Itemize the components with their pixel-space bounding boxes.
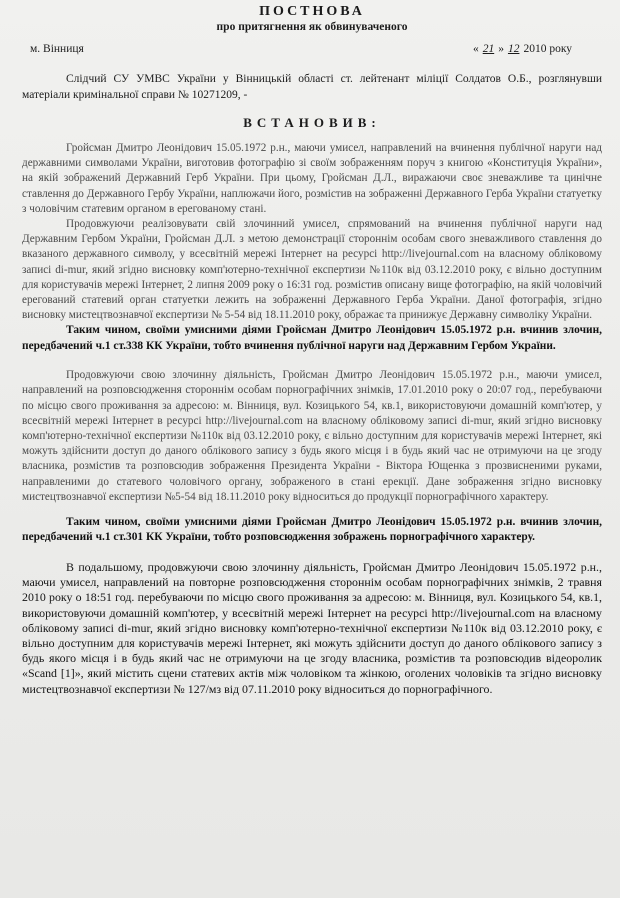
conclusion-1: Таким чином, своїми умисними діями Гройсман Дмитро Леонідович 15.05.1972 р.н. вчинив злочин, передбачений ч.1 ст.338 КК України, тобто вчинення публічної наруги над Державним Гербом України. (22, 324, 602, 352)
intro-paragraph: Слідчий СУ УМВС України у Вінницькій області ст. лейтенант міліції Солдатов О.Б., розглянувши матеріали кримінальної справи № 10271209, - (22, 73, 602, 101)
date-close-quote: » (498, 43, 504, 55)
document-subtitle: про притягнення як обвинуваченого (216, 21, 408, 33)
date-open-quote: « (472, 43, 479, 55)
date-year: 2010 року (523, 43, 572, 55)
date (473, 43, 572, 55)
date-day: 21 (482, 43, 495, 55)
section-heading: ВСТАНОВИВ: (243, 115, 381, 130)
paragraph-4: В подальшому, продовжуючи свою злочинну діяльність, Гройсман Дмитро Леонідович 15.05.1972 р.н., маючи умисел, направлений на повторне розповсюдження стороннім особам порнографічних знімків, 2 травня 2010 року о 18:51 год. перебуваючи по місцю свого проживання за адресою: м. Вінниця, вул. Козицького 54, кв.1, використовуючи домашній комп'ютер, у всесвітній мережі Інтернет на ресурсі http://livejournal.com на власному обліковому записі di-mur, який згідно висновку комп'ютерно-технічної експертизи №110к від 03.12.2010 року, є вільно доступним для користувачів мережі Інтернет, які можуть здійснити доступ до даного облікового запису з будь якого місця і в будь який час не отримуючи на це згоду власника, розмістив та розповсюдив відеоролик «Scand [1]», який містить сцени статевих актів між чоловіком та жінкою, оголених чоловіків та згідно висновку мистецтвознавчої експертизи № 127/мз від 07.11.2010 року відноситься до порнографічного. (22, 559, 602, 696)
place: м. Вінниця (30, 43, 84, 55)
paragraph-2: Продовжуючи реалізовувати свій злочинний умисел, спрямований на вчинення публічної наруги над Державним Гербом України, Гройсман Д.Л. з метою демонстрації стороннім особам свого зневажливого ставлення до вказаного державного символу, у всесвітній мережі Інтернет на ресурсі http://livejournal.com на власному обліковому записі di-mur, який згідно висновку комп'ютерно-технічної експертизи №110к від 03.12.2010 року, є вільно доступним для користувачів мережі Інтернет, 2 липня 2009 року о 16:31 год. розмістив описану вище фотографію, на якій чоловічий ерегований статевий орган статуетки лежить на зображенні Державного Герба України. Даної фотографія, згідно висновку мистецтвознавчої експертизи № 5-54 від 18.11.2010 року, ображає та принижує Державну символіку України. (22, 218, 602, 322)
spacer (22, 505, 602, 515)
paragraph-1: Гройсман Дмитро Леонідович 15.05.1972 р.н., маючи умисел, направлений на вчинення публічної наруги над державними символами України, виготовив фотографію зі своїм зображенням поруч з книгою «Конституція України», на якій зображений Державний Герб України. При цьому, Гройсман Д.Л., виражаючи своє зневажливе та цинічне ставлення до Державного Гербу України, наплюжачи його, розмістив на зображенні Державного Герба України статуетку з чоловічим статевим органом в ерегованому стані. (22, 142, 602, 215)
conclusion-2: Таким чином, своїми умисними діями Гройсман Дмитро Леонідович 15.05.1972 р.н. вчинив злочин, передбачений ч.1 ст.301 КК України, тобто розповсюдження зображень порнографічного характеру. (22, 516, 602, 544)
paragraph-3: Продовжуючи свою злочинну діяльність, Гройсман Дмитро Леонідович 15.05.1972 р.н., маючи умисел, направлений на розповсюдження стороннім особам порнографічних знімків, 17.01.2010 року о 20:07 год., перебуваючи по місцю свого проживання за адресою: м. Вінниця, вул. Козицького 54, кв.1, використовуючи домашній комп'ютер, у всесвітній мережі Інтернет в ресурсі http://livejournal.com на власному обліковому записі di-mur, який згідно висновку комп'ютерно-технічної експертизи №110к від 03.12.2010 року, є вільно доступним для користувачів мережі Інтернет, які можуть здійснити доступ до даного облікового запису з будь якого місця і в будь який час не отримуючи на це згоду власника, розмістив та розповсюдив зображення Президента України - Віктора Ющенка з прозвисненими руками, направленими до статевого чоловічого органу, зображеного в стані ерекції. Дане зображення згідно висновку мистецтвознавчої експертизи №5-54 від 18.11.2010 року відноситься до продукції порнографічного характеру. (22, 369, 602, 503)
date-month: 12 (507, 43, 520, 55)
place-date-line (22, 43, 602, 61)
document-title: ПОСТНОВА (259, 4, 365, 19)
